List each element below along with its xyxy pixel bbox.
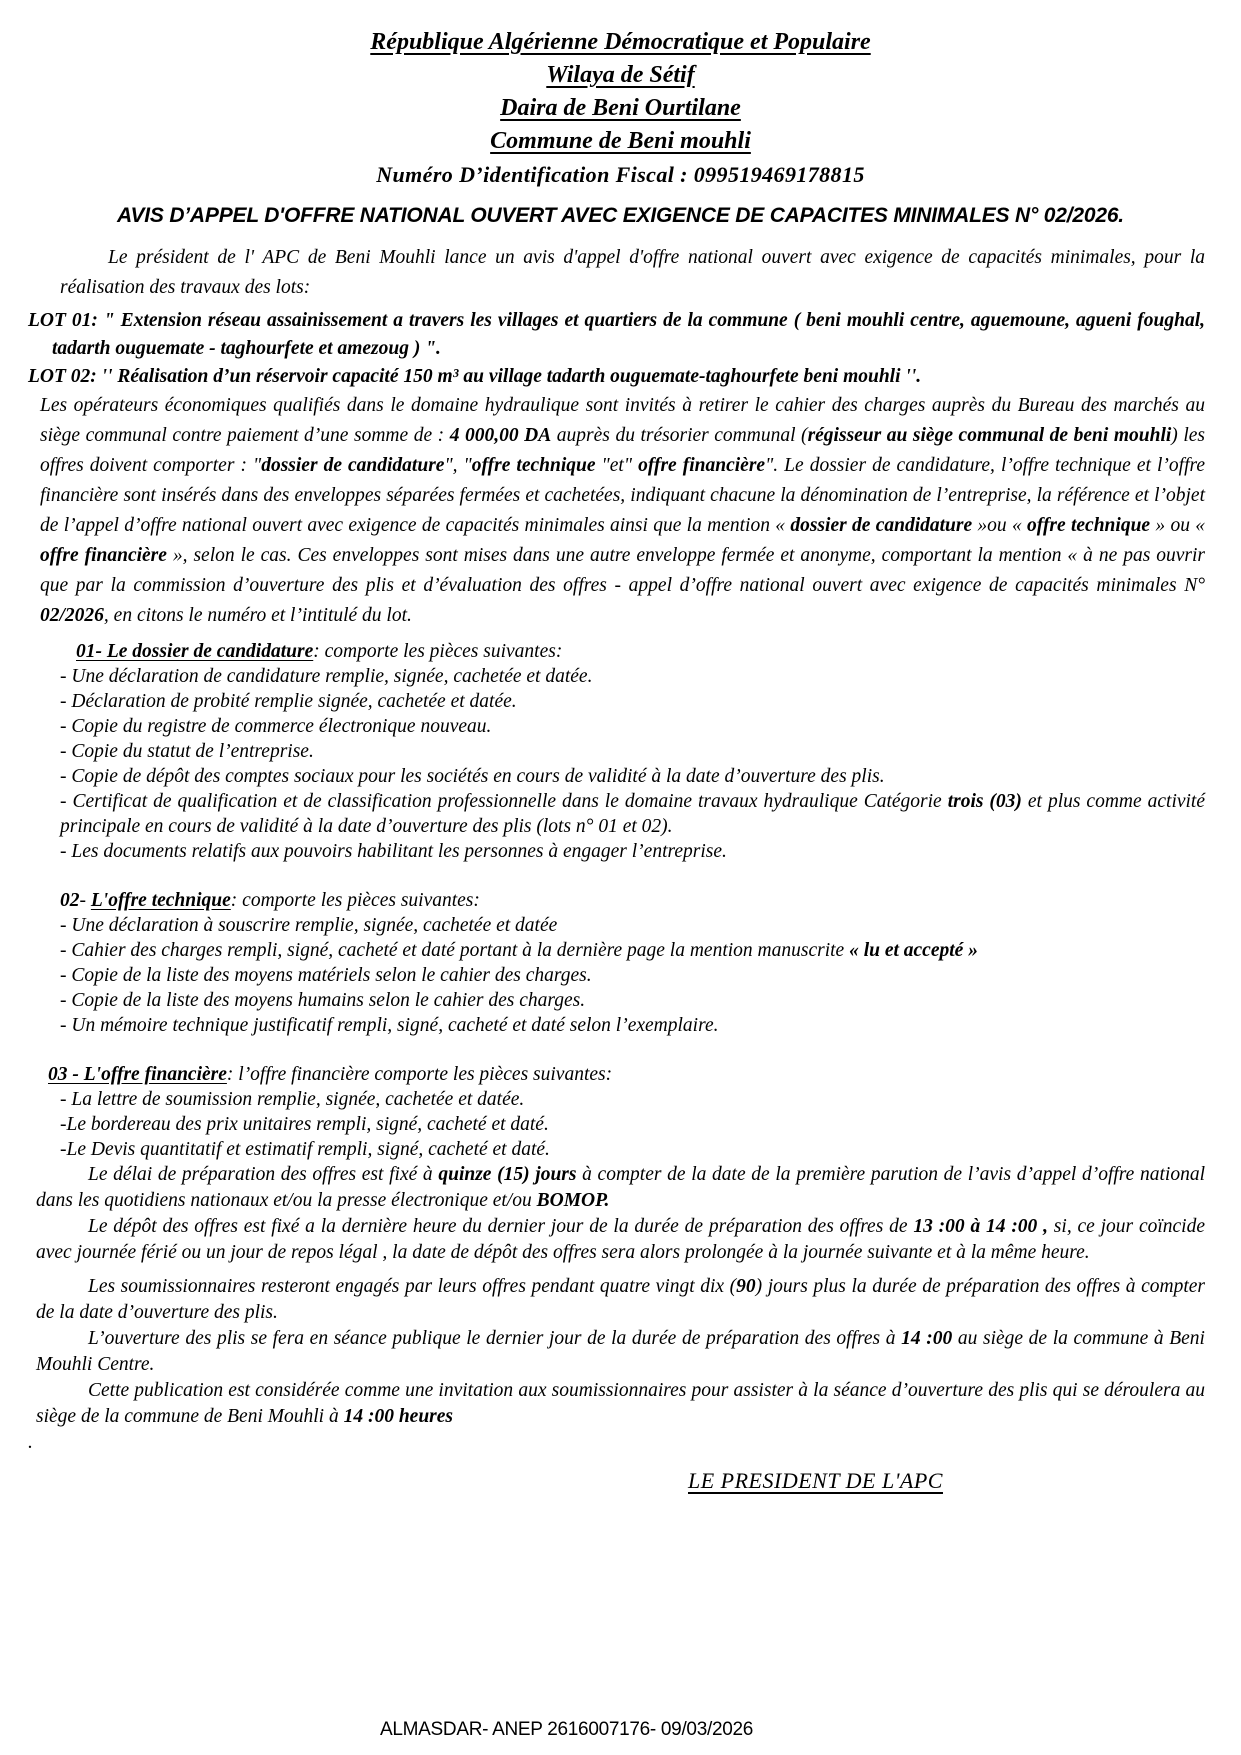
notice-title: AVIS D’APPEL D'OFFRE NATIONAL OUVERT AVEC EXIGENCE DE CAPACITES MINIMALES N° 02/2026. <box>117 204 1124 227</box>
closing-paragraph-ouverture: L’ouverture des plis se fera en séance publique le dernier jour de la durée de préparation des offres à 14 :00 au siège de la commune à Beni Mouhli Centre. <box>36 1328 1205 1375</box>
closing-paragraph-depot: Le dépôt des offres est fixé a la dernière heure du dernier jour de la durée de préparation des offres de 13 :00 à 14 :00 , si, ce jour coïncide avec journée férié ou un jour de repos légal , la date de dépôt des offres sera alors prolongée à la journée suivante et à la même heure. <box>36 1216 1205 1263</box>
section-01-item: - Certificat de qualification et de classification professionnelle dans le domaine travaux hydraulique Catégorie trois (03) et plus comme activité principale en cours de validité à la date d’ouverture des plis (lots n° 01 et 02). <box>60 791 1206 837</box>
section-02-item: - Copie de la liste des moyens matériels selon le cahier des charges. <box>60 965 592 986</box>
closing-paragraph-invitation: Cette publication est considérée comme une invitation aux soumissionnaires pour assister à la séance d’ouverture des plis qui se déroulera au siège de la commune de Beni Mouhli à 14 :00 heures <box>36 1380 1205 1427</box>
section-dossier-candidature <box>36 639 1205 864</box>
section-01-item: - Déclaration de probité remplie signée, cachetée et datée. <box>60 691 517 712</box>
header-line-republic: République Algérienne Démocratique et Populaire <box>370 29 871 55</box>
section-01-item: - Copie du registre de commerce électronique nouveau. <box>60 716 492 737</box>
closing-paragraphs <box>28 1162 1205 1456</box>
closing-paragraph-delai: Le délai de préparation des offres est fixé à quinze (15) jours à compter de la date de la première parution de l’avis d’appel d’offre national dans les quotidiens nationaux et/ou la presse électronique et/ou BOMOP. <box>36 1164 1205 1211</box>
section-02-item: - Une déclaration à souscrire remplie, signée, cachetée et datée <box>60 915 558 936</box>
lot-01-line: LOT 01: " Extension réseau assainissement a travers les villages et quartiers de la commune ( beni mouhli centre, aguemoune, agueni foughal, tadarth ouguemate - taghourfete et amezoug ) ". <box>28 310 1205 359</box>
lots-list <box>28 307 1205 391</box>
section-03-item: - La lettre de soumission remplie, signée, cachetée et datée. <box>60 1089 525 1110</box>
lot-02-line: LOT 02: '' Réalisation d’un réservoir capacité 150 m³ au village tadarth ouguemate-taghourfete beni mouhli ''. <box>28 366 922 387</box>
section-01-item: - Copie de dépôt des comptes sociaux pour les sociétés en cours de validité à la date d’ouverture des plis. <box>60 766 885 787</box>
section-01-item: - Les documents relatifs aux pouvoirs habilitant les personnes à engager l’entreprise. <box>60 841 727 862</box>
section-02-item: - Copie de la liste des moyens humains selon le cahier des charges. <box>60 990 586 1011</box>
section-offre-technique <box>36 888 1205 1038</box>
section-01-heading: 01- Le dossier de candidature: comporte les pièces suivantes: <box>76 641 563 662</box>
fiscal-id-line: Numéro D’identification Fiscal : 099519469178815 <box>376 162 865 187</box>
section-02-item: - Cahier des charges rempli, signé, cacheté et daté portant à la dernière page la mention manuscrite « lu et accepté » <box>60 940 978 961</box>
section-offre-financiere <box>36 1062 1205 1162</box>
signature-line: LE PRESIDENT DE L'APC <box>688 1468 943 1493</box>
document-header <box>36 26 1205 191</box>
header-line-daira: Daira de Beni Ourtilane <box>500 95 741 121</box>
section-02-heading: 02- L'offre technique: comporte les pièces suivantes: <box>60 890 480 911</box>
stray-period: . <box>28 1432 33 1453</box>
section-03-item: -Le Devis quantitatif et estimatif rempli, signé, cacheté et daté. <box>60 1139 550 1160</box>
footer-publication-line: ALMASDAR- ANEP 2616007176- 09/03/2026 <box>379 1719 754 1740</box>
section-01-item: - Copie du statut de l’entreprise. <box>60 741 314 762</box>
section-03-heading: 03 - L'offre financière: l’offre financière comporte les pièces suivantes: <box>48 1064 613 1085</box>
section-03-item: -Le bordereau des prix unitaires rempli, signé, cacheté et daté. <box>60 1114 549 1135</box>
retrait-paragraph: Les opérateurs économiques qualifiés dans le domaine hydraulique sont invités à retirer le cahier des charges auprès du Bureau des marchés au siège communal contre paiement d’une somme de : 4 000,00 DA auprès du trésorier communal (régisseur au siège communal de beni mouhli) les offres doivent comporter : "dossier de candidature", "offre technique "et" offre financière". Le dossier de candidature, l’offre technique et l’offre financière sont insérés dans des enveloppes séparées fermées et cachetées, indiquant chacune la dénomination de l’entreprise, la référence et l’objet de l’appel d’offre national ouvert avec exigence de capacités minimales ainsi que la mention « dossier de candidature »ou « offre technique » ou « offre financière », selon le cas. Ces enveloppes sont mises dans une autre enveloppe fermée et anonyme, comportant la mention « à ne pas ouvrir que par la commission d’ouverture des plis et d’évaluation des offres - appel d’offre national ouvert avec exigence de capacités minimales N° 02/2026, en citons le numéro et l’intitulé du lot. <box>40 395 1206 626</box>
header-line-commune: Commune de Beni mouhli <box>490 128 751 154</box>
section-01-item: - Une déclaration de candidature remplie, signée, cachetée et datée. <box>60 666 593 687</box>
intro-paragraph: Le président de l' APC de Beni Mouhli lance un avis d'appel d'offre national ouvert avec exigence de capacités minimales, pour la réalisation des travaux des lots: <box>60 247 1205 298</box>
section-02-item: - Un mémoire technique justificatif rempli, signé, cacheté et daté selon l’exemplaire. <box>60 1015 719 1036</box>
closing-paragraph-engagement: Les soumissionnaires resteront engagés par leurs offres pendant quatre vingt dix (90) jours plus la durée de préparation des offres à compter de la date d’ouverture des plis. <box>36 1276 1205 1323</box>
header-line-wilaya: Wilaya de Sétif <box>546 62 695 88</box>
